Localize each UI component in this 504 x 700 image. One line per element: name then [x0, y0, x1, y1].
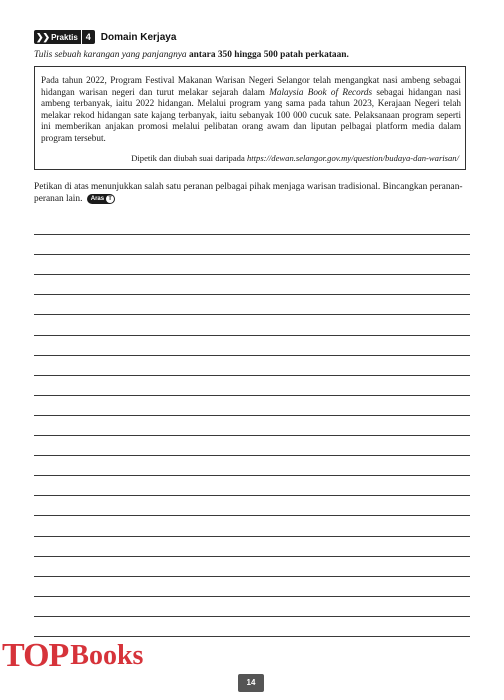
- question-text: Petikan di atas menunjukkan salah satu peranan pelbagai pihak menjaga warisan tradisional. Bincangkan peranan-peranan lain.: [34, 182, 463, 204]
- passage-source: [131, 153, 459, 163]
- writing-line[interactable]: [34, 415, 470, 416]
- double-chevron-right-icon: ❯❯: [36, 31, 50, 42]
- writing-line[interactable]: [34, 556, 470, 557]
- aras-level: T: [106, 195, 114, 203]
- writing-line[interactable]: [34, 536, 470, 537]
- topbooks-logo: [2, 636, 143, 676]
- writing-line[interactable]: [34, 495, 470, 496]
- writing-lines[interactable]: [34, 234, 470, 654]
- source-url: https://dewan.selangor.gov.my/question/budaya-dan-warisan/: [246, 153, 459, 163]
- writing-line[interactable]: [34, 596, 470, 597]
- praktis-number: 4: [81, 30, 95, 44]
- domain-title: Domain Kerjaya: [100, 31, 177, 43]
- instruction: [34, 50, 474, 60]
- writing-line[interactable]: [34, 616, 470, 617]
- writing-line[interactable]: [34, 274, 470, 275]
- aras-badge: [87, 194, 115, 204]
- source-prefix: Dipetik dan diubah suai daripada: [131, 153, 245, 163]
- writing-line[interactable]: [34, 435, 470, 436]
- writing-line[interactable]: [34, 335, 470, 336]
- instruction-bold: antara 350 hingga 500 patah perkataan.: [188, 50, 349, 60]
- instruction-italic: Tulis sebuah karangan yang panjangnya: [34, 50, 187, 60]
- writing-line[interactable]: [34, 455, 470, 456]
- passage-italic-title: Malaysia Book of Records: [269, 86, 373, 97]
- praktis-tag: [34, 30, 81, 44]
- passage-text: [41, 75, 461, 145]
- passage-text-part-1: Pada tahun 2022, Program Festival Makanan Warisan Negeri Selangor telah mengangkat nasi ambeng sebagai hidangan warisan negeri dan turut melakar sejarah dalam: [41, 75, 461, 97]
- writing-line[interactable]: [34, 515, 470, 516]
- writing-line[interactable]: [34, 294, 470, 295]
- passage-box: [34, 66, 466, 170]
- section-header: [34, 29, 176, 45]
- writing-line[interactable]: [34, 314, 470, 315]
- writing-line[interactable]: [34, 254, 470, 255]
- page-number: 14: [238, 674, 264, 692]
- writing-line[interactable]: [34, 475, 470, 476]
- writing-line[interactable]: [34, 375, 470, 376]
- writing-line[interactable]: [34, 234, 470, 235]
- logo-books-text: Books: [70, 640, 144, 671]
- question: [34, 181, 474, 205]
- passage-text-part-2: sebagai hidangan nasi ambeng terbanyak, iaitu 2022 hidangan. Melalui program yang sama pada tahun 2023, Kerajaan Negeri telah melakar rekod hidangan sate kajang terbanyak, iaitu sebanyak 100 000 cucuk sate. Pelaksanaan program seperti ini memberikan anjakan promosi melalui pelibatan orang awam dan liputan pelbagai platform media dalam program tersebut.: [41, 86, 462, 143]
- writing-line[interactable]: [34, 355, 470, 356]
- writing-line[interactable]: [34, 576, 470, 577]
- aras-label: Aras: [90, 195, 105, 202]
- praktis-label: Praktis: [51, 32, 78, 42]
- writing-line[interactable]: [34, 395, 470, 396]
- logo-top-text: TOP: [2, 637, 69, 674]
